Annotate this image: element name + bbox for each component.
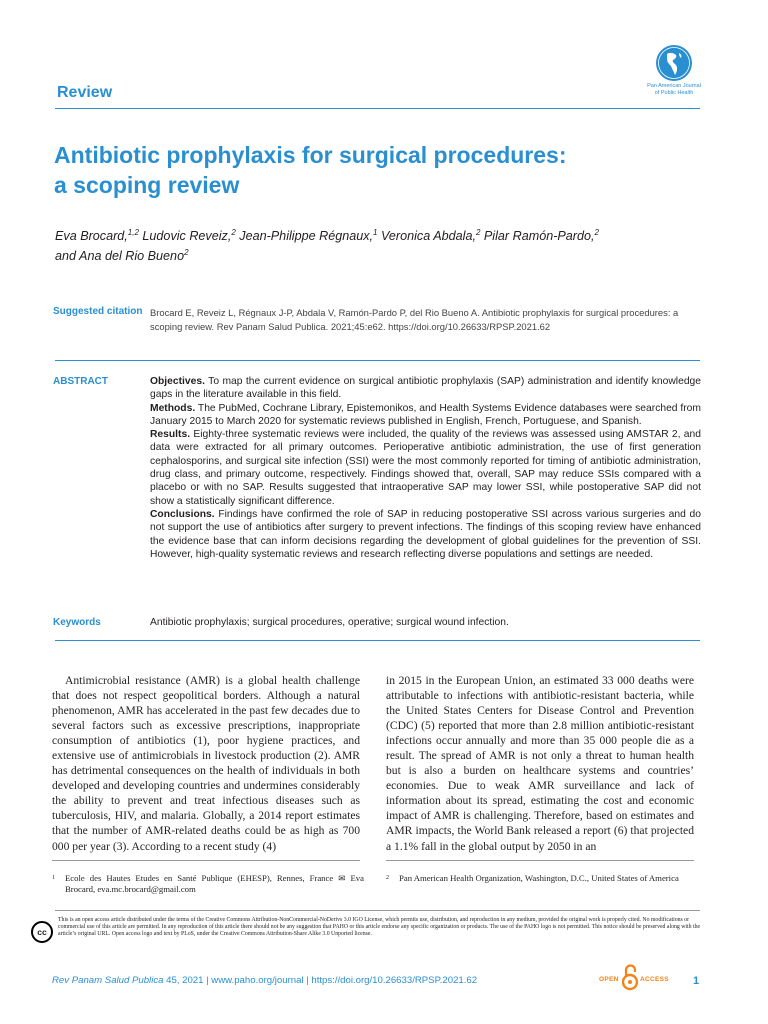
abstract-conclusions-text: Findings have confirmed the role of SAP in reducing postoperative SSI across various surgeries and do not support the use of antibiotics after surgery to prevent infections. The findings of this scoping review have enhanced the evidence base that can inform decisions regarding the development of global guidelines for the prevention of SSI. However, high-quality systematic reviews and research reflecting diverse populations and settings are needed. (150, 508, 701, 560)
author-affiliation: 2 (184, 247, 189, 257)
journal-logo (646, 44, 702, 96)
license-divider (55, 910, 700, 911)
journal-logo-line: Pan American Journal (647, 83, 701, 89)
abstract-methods-label: Methods. (150, 402, 196, 414)
abstract-conclusions (150, 508, 701, 561)
body-column-left: Antimicrobial resistance (AMR) is a global health challenge that does not respect geopolitical borders. Although a natural phenomenon, AMR has accelerated in the past few decades due to several factors such as excessive prescriptions, inappropriate consumption of antibiotics (1), poor hygiene practices, and extensive use of antimicrobials in livestock production (2). AMR has detrimental consequences on the health of individuals in both developed and developing countries and undermines considerably the ability to prevent and treat infectious diseases such as tuberculosis, HIV, and malaria. Globally, a 2014 report estimates that the number of AMR-related deaths could be as high as 700 000 per year (3). According to a recent study (4) (52, 674, 360, 853)
footer-details: 45, 2021 | www.paho.org/journal | https://doi.org/10.26633/RPSP.2021.62 (163, 975, 478, 986)
body-column-right: in 2015 in the European Union, an estimated 33 000 deaths were attributable to infections with antibiotic-resistant bacteria, while the United States Centers for Disease Control and Prevention (CDC) (5) reported that more than 2.8 million antibiotic-resistant infections occur annually and more than 35 000 people die as a result. The spread of AMR is not only a threat to human health but is also a burden on healthcare systems and countries’ economies. Due to weak AMR surveillance and lack of information about its spread, estimating the cost and economic impact of AMR is challenging. Therefore, based on estimates and AMR impacts, the World Bank released a report (6) that projected a 1.1% fall in the global output by 2050 in an (386, 674, 694, 853)
abstract-objectives-text: To map the current evidence on surgical antibiotic prophylaxis (SAP) administration and identify knowledge gaps in the literature available in this field. (150, 376, 701, 401)
footnote-1 (52, 873, 364, 895)
header-divider (55, 108, 700, 109)
author-name: and Ana del Rio Bueno (55, 249, 185, 263)
article-title-line: a scoping review (54, 172, 240, 198)
footnote-text: Ecole des Hautes Etudes en Santé Publique (EHESP), Rennes, France ✉ Eva Brocard, eva.mc.brocard@gmail.com (65, 873, 364, 894)
footnote-divider (52, 860, 360, 861)
author-affiliation: 2 (475, 227, 481, 237)
author-affiliation: 2 (594, 227, 599, 237)
abstract-results-text: Eighty-three systematic reviews were included, the quality of the reviews was assessed using AMSTAR 2, and data were extracted for all primary outcomes. Perioperative antibiotic administration, the use of first generation cephalosporins, and surgical site infection (SSI) were the most commonly reported for timing of antibiotic administration, drug class, and primary outcome, respectively. Findings showed that, overall, SAP may reduce SSIs compared with a placebo or with no SAP. Results suggested that intraoperative SAP may lower SSI, while postoperative SAP did not show a statistically significant difference. (150, 429, 701, 507)
abstract-objectives-label: Objectives. (150, 376, 205, 387)
footer-journal: Rev Panam Salud Publica (52, 975, 164, 986)
article-title (54, 140, 714, 200)
citation-divider (55, 360, 700, 361)
open-access-word: ACCESS (640, 976, 669, 983)
license-text: This is an open access article distributed under the terms of the Creative Commons Attribution-NonCommercial-NoDerivs 3.0 IGO License, which permits use, distribution, and reproduction in any medium, provided the original work is properly cited. No modifications or commercial use of this article are permitted. In any reproduction of this article there should not be any suggestion that PAHO or this article endorse any specific organization or products. The use of the PAHO logo is not permitted. This notice should be preserved along with the article’s original URL. Open access logo and text by PLoS, under the Creative Commons Attribution-Share Alike 3.0 Unported license. (58, 917, 701, 938)
globe-icon (655, 44, 693, 82)
footnote-2 (386, 873, 702, 884)
open-access-word: OPEN (599, 976, 619, 983)
page-number: 1 (693, 975, 700, 987)
citation-text: Brocard E, Reveiz L, Régnaux J-P, Abdala V, Ramón-Pardo P, del Rio Bueno A. Antibiotic prophylaxis for surgical procedures: a scoping review. Rev Panam Salud Publica. 2021;45:e62. https://doi.org/10.26633/RPSP.2021.62 (150, 307, 679, 332)
footnote-number: 2 (386, 875, 389, 881)
keywords-label: Keywords (53, 617, 101, 628)
abstract-label: ABSTRACT (53, 376, 108, 387)
open-lock-icon (622, 963, 638, 991)
creative-commons-icon: cc (31, 921, 53, 943)
keywords-divider (55, 640, 700, 641)
abstract-conclusions-label: Conclusions. (150, 508, 215, 520)
author-affiliation: 2 (231, 227, 236, 237)
author-name: Veronica Abdala, (380, 229, 476, 243)
abstract-methods-text: The PubMed, Cochrane Library, Epistemonikos, and Health Systems Evidence databases were searched from January 2015 to March 2020 for systematic reviews published in English, French, Portuguese, and Spanish. (150, 402, 701, 427)
footnote-divider (386, 860, 694, 861)
author-name: Eva Brocard, (55, 229, 128, 243)
author-name: Jean-Philippe Régnaux, (239, 229, 374, 243)
footnote-number: 1 (52, 875, 55, 881)
author-name: Pilar Ramón-Pardo, (483, 229, 595, 243)
abstract-objectives (150, 375, 701, 402)
article-title-line: Antibiotic prophylaxis for surgical procedures: (54, 142, 567, 168)
page-footer (52, 975, 477, 986)
abstract-body (150, 375, 701, 561)
author-affiliation: 1,2 (127, 227, 139, 237)
section-label: Review (57, 84, 113, 101)
author-name: Ludovic Reveiz, (142, 229, 232, 243)
citation-label: Suggested citation (53, 306, 143, 317)
journal-logo-line: of Public Health (654, 89, 694, 96)
abstract-results-label: Results. (150, 429, 191, 441)
abstract-methods (150, 402, 701, 429)
footnote-text: Pan American Health Organization, Washington, D.C., United States of America (399, 873, 679, 883)
abstract-results (150, 428, 701, 508)
author-list (55, 226, 705, 266)
author-affiliation: 1 (373, 227, 378, 237)
keywords-text: Antibiotic prophylaxis; surgical procedures, operative; surgical wound infection. (150, 617, 509, 628)
